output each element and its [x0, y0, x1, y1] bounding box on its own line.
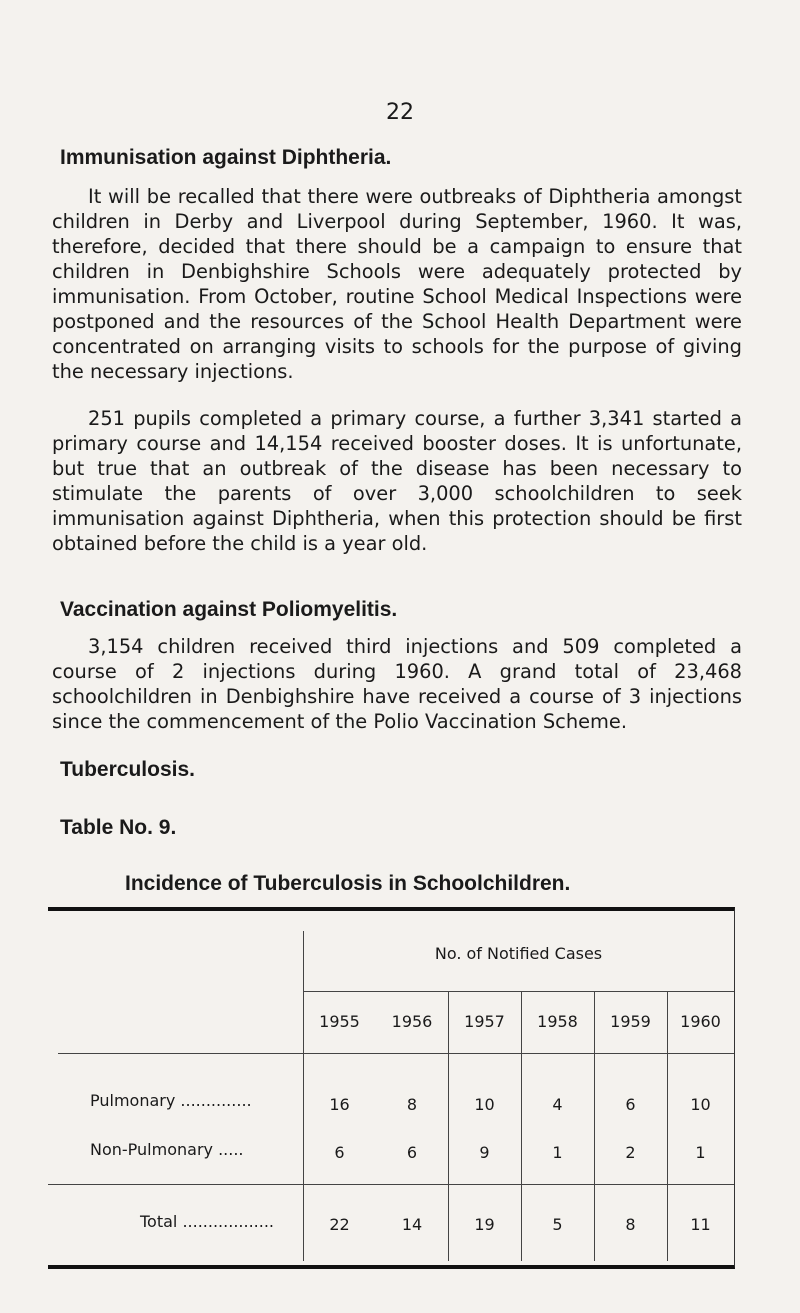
polio-paragraph-1: 3,154 children received third injections and 509 completed a course of 2 injections during 1960. A grand total of 23,468 schoolchildren in Denbighshire have received a course of 3 injections since the commencement of the Polio Vaccination Scheme. [52, 635, 742, 733]
table-cell: 14 [401, 1215, 423, 1234]
table-cell: 6 [334, 1143, 345, 1162]
table-cell: 6 [625, 1095, 636, 1114]
year-header: 1959 [610, 1012, 651, 1031]
diphtheria-paragraph-2: 251 pupils completed a primary course, a further 3,341 started a primary course and 14,154 received booster doses. It is unfortunate, but true that an outbreak of the disease has been necessary to stimulate the parents of over 3,000 schoolchildren to seek immunisation against Diphtheria, when this protection should be first obtained before the child is a year old. [52, 407, 742, 555]
table-cell: 9 [479, 1143, 490, 1162]
table-cell: 1 [552, 1143, 563, 1162]
table-title: Incidence of Tuberculosis in Schoolchildren. [125, 872, 571, 895]
table-cell: 8 [625, 1215, 636, 1234]
table-cell: 10 [690, 1095, 711, 1114]
year-header: 1957 [464, 1012, 505, 1031]
table-cell: 10 [474, 1095, 495, 1114]
tuberculosis-table [48, 907, 735, 1269]
year-header: 1956 [391, 1012, 433, 1031]
row-label-total: Total .................. [140, 1212, 274, 1231]
tuberculosis-heading: Tuberculosis. [60, 758, 195, 781]
table-number: Table No. 9. [60, 816, 177, 839]
table-cell: 4 [552, 1095, 563, 1114]
polio-heading: Vaccination against Poliomyelitis. [60, 598, 398, 621]
year-header: 1960 [680, 1012, 721, 1031]
table-cell: 16 [329, 1095, 350, 1114]
table-cell: 5 [552, 1215, 563, 1234]
table-cell: 2 [625, 1143, 636, 1162]
diphtheria-heading: Immunisation against Diphtheria. [60, 146, 392, 169]
group-header: No. of Notified Cases [434, 944, 603, 963]
table-cell: 1 [695, 1143, 706, 1162]
page-number: 22 [386, 100, 414, 125]
year-header: 1958 [537, 1012, 578, 1031]
diphtheria-paragraph-1: It will be recalled that there were outbreaks of Diphtheria amongst children in Derby and Liverpool during September, 1960. It was, therefore, decided that there should be a campaign to ensure that children in Denbighshire Schools were adequately protected by immunisation. From October, routine School Medical Inspections were postponed and the resources of the School Health Department were concentrated on arranging visits to schools for the purpose of giving the necessary injections. [52, 185, 742, 383]
row-label-non-pulmonary: Non-Pulmonary ..... [90, 1140, 244, 1159]
table-cell: 6 [406, 1143, 418, 1162]
table-cell: 19 [474, 1215, 495, 1234]
row-label-pulmonary: Pulmonary .............. [90, 1091, 252, 1110]
table-cell: 8 [406, 1095, 418, 1114]
table-cell: 11 [690, 1215, 711, 1234]
table-cell: 22 [329, 1215, 350, 1234]
year-header: 1955 [319, 1012, 360, 1031]
